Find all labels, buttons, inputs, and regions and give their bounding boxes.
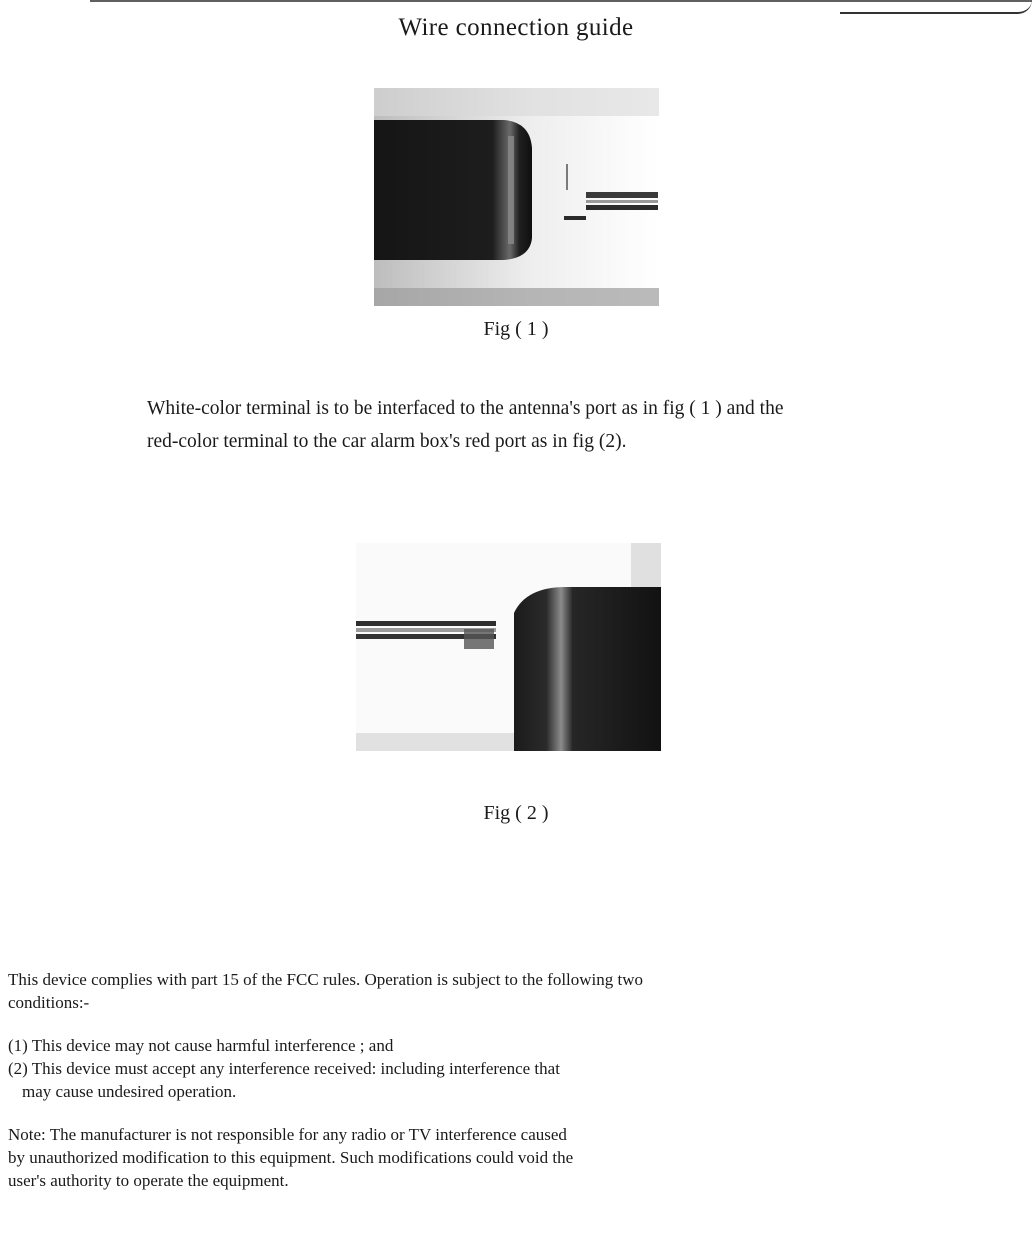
top-border-curve <box>840 0 1032 14</box>
fcc-condition-2: (2) This device must accept any interference received: including interference that <box>8 1059 560 1078</box>
figure-2-caption: Fig ( 2 ) <box>483 802 549 824</box>
fcc-note-line-2: by unauthorized modification to this equipment. Such modifications could void the <box>8 1148 574 1167</box>
figure-1-photo <box>374 88 659 306</box>
fcc-note-line-1: Note: The manufacturer is not responsible for any radio or TV interference caused <box>8 1125 567 1144</box>
fcc-condition-1: (1) This device may not cause harmful interference ; and <box>8 1036 394 1055</box>
page-title: Wire connection guide <box>398 14 634 41</box>
instruction-line-1: White-color terminal is to be interfaced to the antenna's port as in fig ( 1 ) and the <box>147 398 784 419</box>
fcc-intro-line-2: conditions:- <box>8 993 90 1012</box>
fcc-note-line-3: user's authority to operate the equipment. <box>8 1171 289 1190</box>
instruction-line-2: red-color terminal to the car alarm box's red port as in fig (2). <box>147 431 627 452</box>
figure-2-photo <box>356 543 661 751</box>
figure-1-caption: Fig ( 1 ) <box>483 318 549 340</box>
fcc-statement <box>8 968 968 1192</box>
fcc-condition-2-continued: may cause undesired operation. <box>22 1082 237 1101</box>
instruction-paragraph <box>147 392 987 458</box>
fcc-intro-line-1: This device complies with part 15 of the FCC rules. Operation is subject to the following two <box>8 970 644 989</box>
